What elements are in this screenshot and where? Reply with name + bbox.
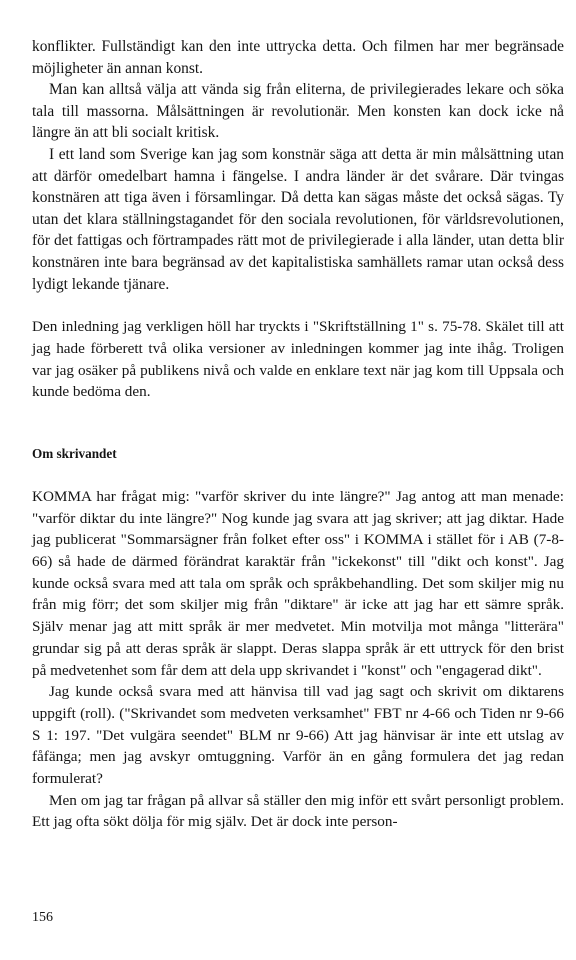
paragraph: Man kan alltså välja att vända sig från eliterna, de privilegierades lekare och söka tala till massorna. Målsättningen är revolutionär. Men konsten kan dock icke nå längre än att bli socialt kritisk.	[32, 81, 564, 142]
note-paragraph: Den inledning jag verkligen höll har tryckts i "Skriftställning 1" s. 75-78. Skälet till att jag hade förberett två olika versioner av inledningen kommer jag inte ihåg. Troligen var jag osäker på publikens nivå och valde en enklare text när jag kom till Uppsala och kunde bedöma den.	[32, 318, 564, 401]
paragraph: Men om jag tar frågan på allvar så ställer den mig inför ett svårt personligt problem. Ett jag ofta sökt dölja för mig själv. Det är dock inte person-	[32, 791, 564, 831]
page-number: 156	[32, 910, 53, 925]
paragraph: I ett land som Sverige kan jag som konstnär säga att detta är min målsättning utan att därför omedelbart hamna i fängelse. I andra länder är det svårare. Där tvingas konstnären att tiga även i församlingar. Då detta kan sägas måste det också sägas. Ty utan det klara ställningstagandet för den sociala revolutionen, för världsrevolutionen, för det fattigas och förtrampades rätt mot de privilegierade i alla länder, utan detta blir konstnären inte bara begränsad av det kapitalistiska samhällets ramar utan också dess lydigt lekande tjänare.	[32, 145, 564, 293]
section-2	[32, 486, 564, 833]
page-body	[32, 36, 564, 833]
paragraph: KOMMA har frågat mig: "varför skriver du inte längre?" Jag antog att man menade: "varför diktar du inte längre?" Nog kunde jag svara att jag skriver; att jag diktar. Hade jag publicerat "Sommarsägner från folket efter oss" i KOMMA i stället för i AB (7-8-66) så hade de därmed förändrat karaktär från "ickekonst" till "dikt och konst". Jag kunde också svara med att tala om språk och språkbehandling. Det som skiljer mig nu från mig förr; det som skiljer mig från "diktare" är icke att jag har ett sämre språk. Själv menar jag att mitt språk är mer medvetet. Min motvilja mot många "litterära" grundar sig på att deras språk är slappt. Deras slappa språk är ett uttryck för den brist på medvetenhet som får dem att dela upp skrivandet i "konst" och "engagerad dikt".	[32, 487, 564, 679]
paragraph: konflikter. Fullständigt kan den inte uttrycka detta. Och filmen har mer begränsade möjligheter än annan konst.	[32, 38, 564, 77]
paragraph: Jag kunde också svara med att hänvisa till vad jag sagt och skrivit om diktarens uppgift (roll). ("Skrivandet som medveten verksamhet" FBT nr 4-66 och Tiden nr 9-66 S 1: 197. "Det vulgära seendet" BLM nr 9-66) Att jag hänvisar är inte ett utslag av fåfänga; men jag avskyr omtuggning. Varför än en gång formulera det jag redan formulerat?	[32, 683, 564, 788]
note-block	[32, 316, 564, 403]
section-heading: Om skrivandet	[32, 445, 117, 461]
section-1	[32, 36, 564, 295]
